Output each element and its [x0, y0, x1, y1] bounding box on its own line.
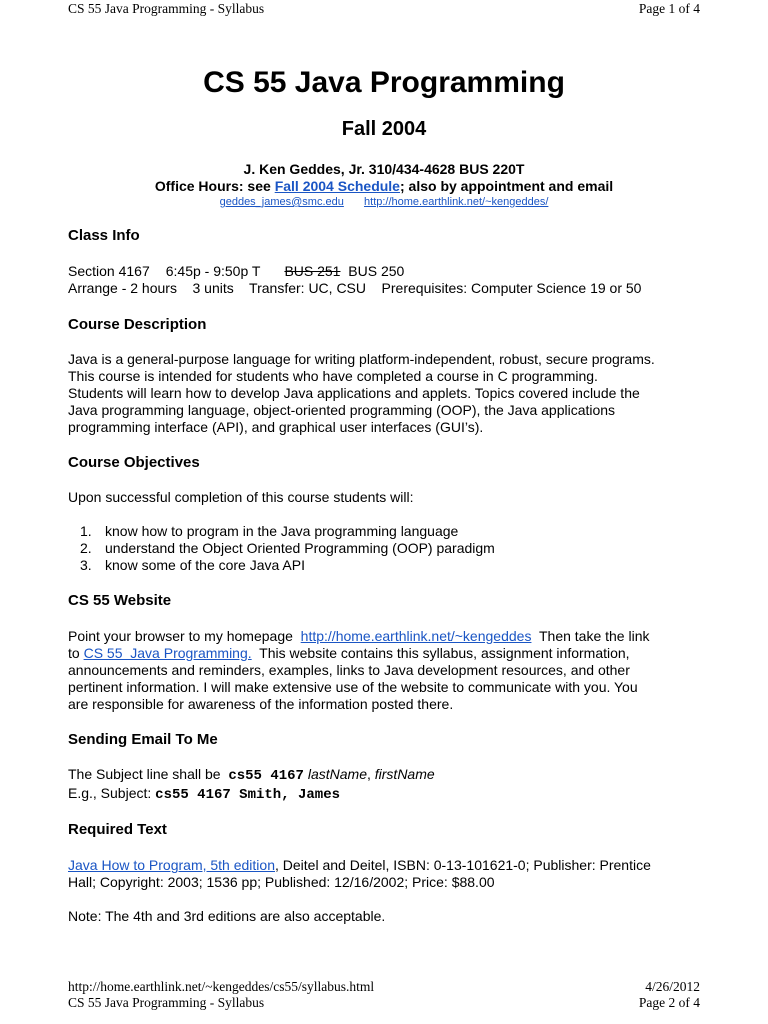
homepage-url-link[interactable]: http://home.earthlink.net/~kengeddes: [300, 628, 532, 644]
email-rule-prefix: The Subject line shall be: [68, 766, 229, 782]
instructor-info: J. Ken Geddes, Jr. 310/434-4628 BUS 220T: [243, 161, 525, 177]
last-name-placeholder: lastName: [307, 766, 367, 782]
example-subject-code: cs55 4167 Smith, James: [155, 787, 341, 803]
office-hours: [0, 178, 768, 194]
next-page-header-title: CS 55 Java Programming - Syllabus: [68, 995, 265, 1010]
website-line-suffix: Then take the link: [531, 628, 650, 644]
edition-note: Note: The 4th and 3rd editions are also acceptable.: [68, 908, 386, 924]
objectives-list: [80, 523, 495, 574]
description-line: programming interface (API), and graphical user interfaces (GUI’s).: [68, 419, 484, 435]
website-line: announcements and reminders, examples, links to Java development resources, and other: [68, 662, 630, 678]
email-heading: Sending Email To Me: [68, 731, 218, 748]
website-line-prefix: Point your browser to my homepage: [68, 628, 301, 644]
example-prefix: E.g., Subject:: [68, 785, 156, 801]
course-description-text: [68, 351, 708, 436]
course-site-link[interactable]: CS 55 Java Programming.: [83, 645, 252, 661]
website-line-prefix: to: [68, 645, 84, 661]
website-text: [68, 628, 708, 713]
course-objectives-heading: Course Objectives: [68, 454, 200, 471]
class-info-heading: Class Info: [68, 227, 140, 244]
email-subject-code: cs55 4167: [228, 768, 304, 784]
office-hours-suffix: ; also by appointment and email: [399, 178, 614, 194]
email-subject-example: [68, 785, 340, 804]
description-line: Students will learn how to develop Java applications and applets. Topics covered include the: [68, 385, 640, 401]
first-name-placeholder: firstName: [374, 766, 435, 782]
contact-links: [0, 196, 768, 208]
email-link[interactable]: geddes_james@smc.edu: [219, 196, 344, 208]
page-footer-url: http://home.earthlink.net/~kengeddes/cs55/syllabus.html: [68, 979, 375, 994]
section-number: Section 4167: [68, 263, 150, 279]
description-line: Java is a general-purpose language for writing platform-independent, robust, secure programs.: [68, 351, 655, 367]
description-line: Java programming language, object-oriented programming (OOP), the Java applications: [68, 402, 616, 418]
list-item-number: 3.: [80, 557, 92, 573]
description-line: This course is intended for students who have completed a course in C programming.: [68, 368, 598, 384]
page-footer-date: 4/26/2012: [645, 979, 700, 994]
name-separator: ,: [366, 766, 375, 782]
schedule-link[interactable]: Fall 2004 Schedule: [274, 178, 400, 194]
homepage-link[interactable]: http://home.earthlink.net/~kengeddes/: [364, 196, 549, 208]
textbook-info: , Deitel and Deitel, ISBN: 0-13-101621-0; Publisher: Prentice: [275, 857, 651, 873]
class-time: 6:45p - 9:50p T: [165, 263, 261, 279]
list-item-number: 2.: [80, 540, 92, 556]
textbook-publication: Hall; Copyright: 2003; 1536 pp; Published: 12/16/2002; Price: $88.00: [68, 874, 495, 890]
email-subject-rule: [68, 766, 435, 785]
list-item: [80, 557, 495, 574]
website-line-suffix: This website contains this syllabus, assignment information,: [251, 645, 630, 661]
required-text-heading: Required Text: [68, 821, 167, 838]
list-item: [80, 523, 495, 540]
website-line: pertinent information. I will make extensive use of the website to communicate with you. You: [68, 679, 638, 695]
next-page-header-page-number: Page 2 of 4: [638, 995, 700, 1010]
course-description-heading: Course Description: [68, 316, 207, 333]
new-room: BUS 250: [348, 263, 405, 279]
objectives-intro: Upon successful completion of this course students will:: [68, 489, 414, 505]
page-header-title: CS 55 Java Programming - Syllabus: [68, 1, 265, 16]
website-heading: CS 55 Website: [68, 592, 172, 609]
class-info-schedule: [68, 263, 404, 280]
list-item: [80, 540, 495, 557]
website-line: are responsible for awareness of the information posted there.: [68, 696, 454, 712]
office-hours-prefix: Office Hours: see: [154, 178, 275, 194]
document-subtitle: Fall 2004: [341, 118, 427, 140]
document-title: CS 55 Java Programming: [203, 66, 565, 99]
old-room: BUS 251: [284, 263, 341, 279]
list-item-text: know some of the core Java API: [105, 557, 305, 573]
class-info-details: Arrange - 2 hours 3 units Transfer: UC, CSU Prerequisites: Computer Science 19 or 50: [68, 280, 642, 296]
list-item-text: know how to program in the Java programming language: [105, 523, 459, 539]
textbook-link[interactable]: Java How to Program, 5th edition: [68, 857, 275, 873]
list-item-number: 1.: [80, 523, 92, 539]
required-text-details: [68, 857, 708, 891]
list-item-text: understand the Object Oriented Programming (OOP) paradigm: [105, 540, 495, 556]
page-header-page-number: Page 1 of 4: [638, 1, 700, 16]
